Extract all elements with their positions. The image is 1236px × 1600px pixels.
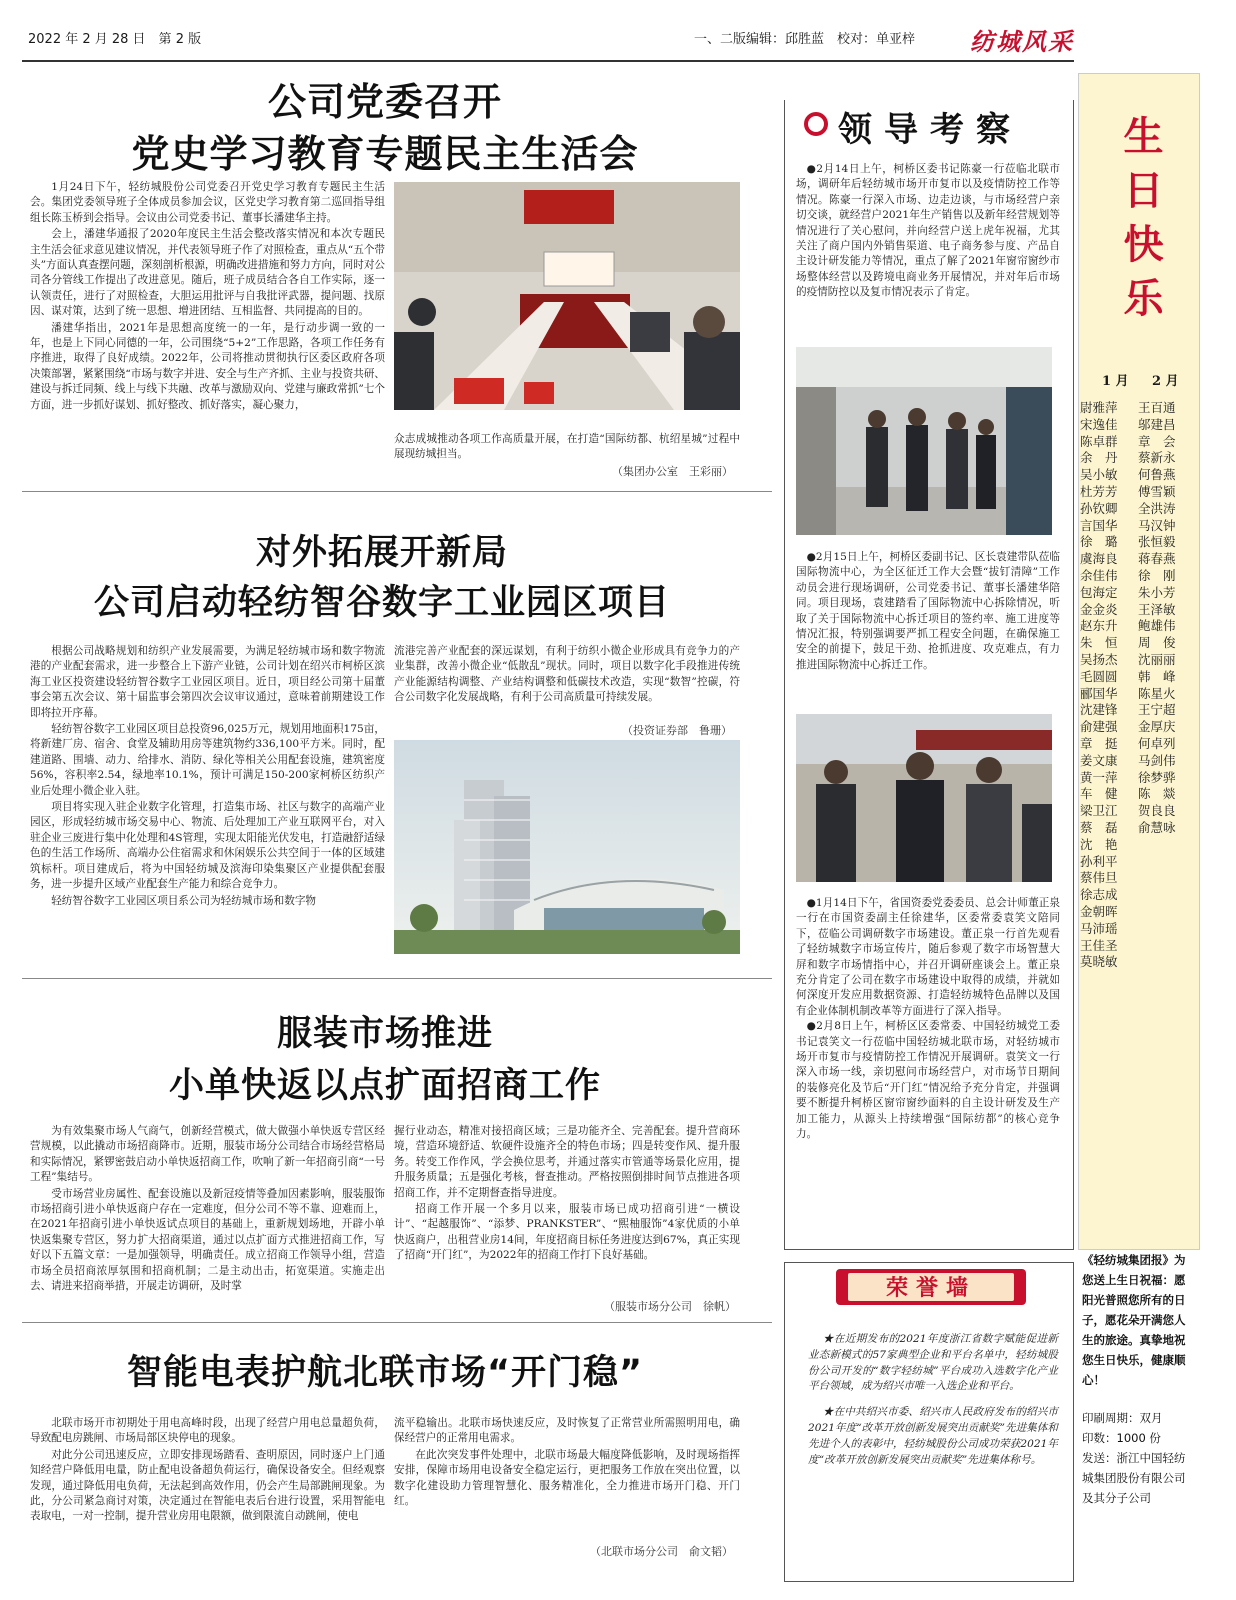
leadership-text-3 [796, 896, 1060, 1143]
birthday-name: 朱小芳 [1138, 584, 1176, 600]
birthday-blurb: 《轻纺城集团报》为您送上生日祝福：愿阳光普照您所有的日子，愿花朵开满您人生的旅途。真挚地祝您生日快乐，健康顺心！ [1082, 1253, 1186, 1387]
birthday-name: 黄一萍 [1080, 769, 1118, 785]
issue-date: 2022 年 2 月 28 日 第 2 版 [28, 32, 202, 47]
birthday-name: 俞建强 [1080, 719, 1118, 735]
birthday-name: 蔡伟旦 [1080, 870, 1118, 886]
article1-body-right [394, 432, 740, 464]
birthday-name: 沈建锋 [1080, 702, 1118, 718]
birthday-name: 莫晓敏 [1080, 954, 1118, 970]
section-divider [22, 1322, 772, 1323]
article4-p1: 北联市场开市初期处于用电高峰时段，出现了经营户用电总量超负荷，导致配电房跳闸、市场局部区块停电的现象。 [30, 1417, 385, 1445]
article2-p2: 轻纺智谷数字工业园区项目总投资96,025万元，规划用地面积175亩，将新建厂房、宿舍、食堂及辅助用房等建筑物约336,100平方米。同时，配建道路、围墙、动力、给排水、消防、绿化等相关公用配套设施，建筑密度56%，容积率2.54，绿地率10.1%，预计可满足150-200家柯桥区纺织产业后处理小微企业入驻。 [30, 723, 385, 797]
birthday-name: 韩 峰 [1138, 668, 1176, 684]
birthday-name: 梁卫江 [1080, 803, 1118, 819]
birthday-name: 沈 艳 [1080, 836, 1118, 852]
section-divider [22, 491, 772, 492]
article2-signature: （投资证券部 鲁珊） [622, 724, 732, 737]
leadership-text-1 [796, 162, 1060, 301]
article4-p4: 在此次突发事件处理中，北联市场最大幅度降低影响，及时现场指挥安排，保障市场用电设备安全稳定运行，更把服务工作放在突出位置，以数字化建设助力管理智慧化、服务精准化，全力推进市场开门稳、开门红。 [394, 1448, 740, 1508]
birthday-name: 张恒毅 [1138, 534, 1176, 550]
honor-wall-title: 荣誉墙 [885, 1276, 976, 1301]
article2-p4: 轻纺智谷数字工业园区项目系公司为轻纺城市场和数字物 [51, 894, 317, 907]
birthday-name: 邬建昌 [1138, 416, 1176, 432]
birthday-name: 毛圆圆 [1080, 668, 1118, 684]
leadership-title: 领导考察 [838, 110, 1022, 150]
birthday-name: 余佳伟 [1080, 567, 1118, 583]
birthday-name: 徐梦骅 [1138, 769, 1176, 785]
birthday-name: 金金炎 [1080, 601, 1118, 617]
birthday-name: 贺良良 [1138, 803, 1176, 819]
print-quantity: 印数：1000 份 [1082, 1431, 1161, 1445]
birthday-name: 陈 燚 [1138, 786, 1176, 802]
birthday-name: 杜芳芳 [1080, 483, 1118, 499]
birthday-name: 徐 璐 [1080, 534, 1118, 550]
article1-p2: 会上，潘建华通报了2020年度民主生活会整改落实情况和本次专题民主生活会征求意见建议情况，并代表领导班子作了对照检查，重点从“五个带头”方面认真查摆问题，深刻剖析根源，明确改进措施和努力方向，同时对公司各分管线工作提出了改进意见。随后，班子成员结合各自工作实际，逐一认领责任，进行了对照检查，大胆运用批评与自我批评武器，提问题、找原因、谋对策，达到了统一思想、增进团结、互相监督、共同提高的目的。 [30, 228, 386, 318]
article2-p5: 流港完善产业配套的深远谋划，有利于纺织小微企业形成具有竞争力的产业集群，改善小微企业“低散乱”现状。同时，项目以数字化手段推进传统产业能源结构调整、产业结构调整和低碳技术改造，实现“数智”控碳，符合公司数字化发展战略，有利于公司高质量可持续发展。 [394, 645, 740, 704]
leadership-text-2 [796, 550, 1060, 673]
birthday-name: 言国华 [1080, 517, 1118, 533]
article3-p4: 招商工作开展一个多月以来，服装市场已成功招商引进“一横设计”、“起越服饰”、“添梦、PRANKSTER”、“熙柚服饰”4家优质的小单快返商户，出租营业房14间，年度招商目标任务进度达到67%，真正实现了招商“开门红”，为2022年的招商工作打下良好基础。 [394, 1203, 740, 1262]
birthday-name: 陈卓群 [1080, 433, 1118, 449]
birthday-name: 王泽敏 [1138, 601, 1176, 617]
birthday-footer [1078, 1250, 1200, 1508]
birthday-name: 包海定 [1080, 584, 1118, 600]
birthday-name: 金朝晖 [1080, 903, 1118, 919]
article2-title-line1: 对外拓展开新局 [255, 533, 508, 573]
honor-wall-banner [796, 1265, 1066, 1307]
birthday-name: 傅雪颖 [1138, 483, 1176, 499]
birthday-names-feb [1138, 400, 1176, 837]
article2-body-left [30, 644, 385, 910]
article1-signature: （集团办公室 王彩丽） [612, 465, 733, 478]
birthday-name: 俞慧咏 [1138, 819, 1176, 835]
honor-wall-text [808, 1332, 1058, 1478]
article2-p1: 根据公司战略规划和纺织产业发展需要，为满足轻纺城市场和数字物流港的产业配套需求，进一步整合上下游产业链，公司计划在绍兴市柯桥区滨海工业区投资建设轻纺智谷数字工业园区项目。近日，项目经公司第十届董事会第五次会议、第十届监事会第四次会议审议通过，意味着前期建设工作即将拉开序幕。 [30, 645, 385, 719]
page-header [22, 22, 1074, 62]
birthday-name: 王宁超 [1138, 702, 1176, 718]
birthday-name: 章 挺 [1080, 735, 1118, 751]
article3-body-left [30, 1124, 385, 1295]
birthday-name: 孙钦卿 [1080, 500, 1118, 516]
birthday-name: 王百通 [1138, 400, 1176, 415]
masthead-brand: 纺城风采 [970, 27, 1074, 56]
birthday-name: 陈星火 [1138, 685, 1176, 701]
meeting-photo [394, 182, 740, 410]
article4-p2: 对此分公司迅速反应，立即安排现场踏看、查明原因，同时逐户上门通知经营户降低用电量，防止配电设备超负荷运行，确保设备安全。但经观察发现，通过降低用电负荷，无法起到高效作用，仍会产生局部跳闸现象。为此，分公司紧急商讨对策，决定通过在智能电表后台进行设置，采用智能电表取电，一对一控制，提升营业房用电限额，做到限流自动跳闸，使电 [30, 1448, 385, 1523]
article1-p3: 潘建华指出，2021年是思想高度统一的一年，是行动步调一致的一年，也是上下同心同德的一年，公司围绕“5+2”工作思路，各项工作任务有序推进，取得了良好成绩。2022年，公司将推动贯彻执行区委区政府各项决策部署，紧紧围绕“市场与数字并进、安全与生产齐抓、主业与投资共研、建设与拆迁同频、线上与线下共融、改革与激励双向、党建与廉政常抓”七个方面，进一步抓好谋划、抓好整改、抓好落实，凝心聚力， [30, 321, 386, 411]
article1-title [30, 76, 740, 180]
article3-title-line2: 小单快返以点扩面招商工作 [168, 1066, 601, 1106]
birthday-name: 金厚庆 [1138, 719, 1176, 735]
birthday-name: 蒋春燕 [1138, 551, 1176, 567]
birthday-name: 尉雅萍 [1080, 400, 1118, 415]
birthday-name: 蔡 磊 [1080, 819, 1118, 835]
article4-title [30, 1348, 740, 1398]
honor-p2: ★在中共绍兴市委、绍兴市人民政府发布的绍兴市2021年度“改革开放创新发展突出贡献奖”先进集体和先进个人的表彰中，轻纺城股份公司成功荣获2021年度“改革开放创新发展突出贡献奖”先进集体称号。 [808, 1406, 1058, 1466]
birthday-name: 马沛瑶 [1080, 920, 1118, 936]
birthday-name: 孙利平 [1080, 853, 1118, 869]
birthday-name: 朱 恒 [1080, 635, 1118, 651]
article3-p3: 握行业动态，精准对接招商区域；三是功能齐全、完善配套。提升营商环境，营造环境舒适、软硬件设施齐全的特色市场；四是转变作风、提升服务。转变工作作风，学会换位思考，并通过落实市管通等场景化应用，提升服务质量；五是强化考核，督查推动。严格按照倒排时间节点推进各项招商工作，并不定期督查指导进度。 [394, 1125, 740, 1199]
birthday-name: 姜文康 [1080, 752, 1118, 768]
birthday-name: 全洪涛 [1138, 500, 1176, 516]
article3-title [30, 1008, 740, 1112]
article4-signature: （北联市场分公司 俞文韬） [590, 1545, 733, 1558]
birthday-name: 虞海良 [1080, 551, 1118, 567]
birthday-name: 鲍雄伟 [1138, 618, 1176, 634]
article4-p3: 流平稳输出。北联市场快速反应，及时恢复了正常营业所需照明用电，确保经营户的正常用电需求。 [394, 1417, 740, 1445]
article4-body-right [394, 1416, 740, 1510]
editor-credits: 一、二版编辑：邱胜蓝 校对：单亚梓 [694, 32, 916, 47]
article3-title-line1: 服装市场推进 [276, 1014, 493, 1054]
print-cycle: 印刷周期：双月 [1082, 1411, 1163, 1425]
article2-p3: 项目将实现入驻企业数字化管理，打造集市场、社区与数字的高端产业园区，形成轻纺城市场交易中心、物流、后处理加工产业互联网平台，对入驻企业三废进行集中化处理和4S管理，实现太阳能光伏发电，打造融舒适绿色的生活工作场所、高端办公住宿需求和休闲娱乐公共空间于一体的区域建筑标杆。项目建成后，将为中国轻纺城及滨海印染集聚区产业提供配套服务，进一步提升区域产业配套生产能力和综合竞争力。 [30, 801, 385, 891]
article1-title-line2: 党史学习教育专题民主生活会 [131, 132, 639, 176]
section-divider [22, 978, 772, 979]
month-feb: 2 月 [1152, 374, 1179, 389]
birthday-name: 蔡新永 [1138, 450, 1176, 466]
birthday-names-jan [1080, 400, 1118, 971]
month-jan: 1 月 [1102, 374, 1129, 389]
article2-body-right [394, 644, 740, 707]
birthday-name: 何鲁燕 [1138, 467, 1176, 483]
birthday-name: 马剑伟 [1138, 752, 1176, 768]
birthday-name: 章 会 [1138, 433, 1176, 449]
circle-icon [804, 112, 828, 136]
birthday-name: 沈丽丽 [1138, 651, 1176, 667]
article4-title-text: 智能电表护航北联市场“开门稳” [126, 1353, 643, 1393]
article3-signature: （服装市场分公司 徐帆） [604, 1300, 736, 1313]
birthday-name: 郦国华 [1080, 685, 1118, 701]
article2-title-line2: 公司启动轻纺智谷数字工业园区项目 [93, 583, 670, 623]
article4-body-left [30, 1416, 385, 1526]
article3-p2: 受市场营业房属性、配套设施以及新冠疫情等叠加因素影响，服装服饰市场招商引进小单快返商户存在一定难度，但分公司不等不靠、迎难而上，在2021年招商引进小单快返试点项目的基础上，重新规划场地，开辟小单快返集聚专营区，努力扩大招商渠道，通过以点扩面方式推进招商工作，写好以下五篇文章：一是加强领导，明确责任。成立招商工作领导小组，营造市场全员招商浓厚氛围和招商机制；二是主动出击，拓宽渠道。实施走出去、请进来招商举措，开展走访调研，及时掌 [30, 1187, 385, 1293]
birthday-name: 车 健 [1080, 786, 1118, 802]
article3-p1: 为有效集聚市场人气商气，创新经营模式，做大做强小单快返专营区经营规模，以此撬动市场招商降市。近期，服装市场分公司结合市场经营格局和实际情况，紧锣密鼓启动小单快返招商工作，吹响了新一年招商引商“一号工程”集结号。 [30, 1125, 386, 1184]
birthday-name: 马汉钟 [1138, 517, 1176, 533]
birthday-name: 赵东升 [1080, 618, 1118, 634]
leadership-p2: ●2月15日上午，柯桥区委副书记、区长袁建带队莅临国际物流中心，为全区征迁工作大会暨“拔钉清障”工作动员会进行现场调研，公司党委书记、董事长潘建华陪同。项目现场，袁建踏看了国际物流中心拆除情况，听取了关于国际物流中心拆迁项目的签约率、施工进度等情况汇报，特别强调要严抓工程安全问题，在确保施工安全的前提下，鼓足干劲、抢抓进度、攻克难点，有力推进国际物流中心拆迁工作。 [796, 551, 1060, 671]
industrial-park-rendering [394, 740, 740, 954]
leadership-p4: ●2月8日上午，柯桥区区委常委、中国轻纺城党工委书记袁笑文一行莅临中国轻纺城北联市场，对轻纺城市场开市复市与疫情防控工作情况开展调研。袁笑文一行深入市场一线，亲切慰问市场经营户，对市场节日期间的装修亮化及节后“开门红”情况给予充分肯定，并强调要不断提升柯桥区窗帘窗纱面料的自主设计研发及生产加工能力，从源头上持续增强“国际纺都”的核心竞争力。 [796, 1020, 1060, 1141]
birthday-name: 何卓列 [1138, 735, 1176, 751]
article2-title [24, 528, 740, 628]
birthday-title: 生日快乐 [1117, 115, 1163, 331]
birthday-name: 徐 刚 [1138, 567, 1176, 583]
article1-p1: 1月24日下午，轻纺城股份公司党委召开党史学习教育专题民主生活会。集团党委领导班子全体成员参加会议，区党史学习教育第二巡回指导组组长陈玉桥到会指导。会议由公司党委书记、董事长潘建华主持。 [30, 181, 385, 224]
birthday-name: 王佳圣 [1080, 937, 1118, 953]
birthday-name: 宋逸佳 [1080, 416, 1118, 432]
article3-body-right [394, 1124, 740, 1265]
birthday-name: 余 丹 [1080, 450, 1118, 466]
leadership-p3: ●1月14日下午，省国资委党委委员、总会计师董正泉一行在市国资委副主任徐建华，区委常委袁笑文陪同下，莅临公司调研数字市场建设。董正泉一行首先观看了轻纺城数字市场宣传片，随后参观了数字市场智慧大屏和数字市场情指中心，并召开调研座谈会上。董正泉充分肯定了公司在数字市场建设中取得的成绩，并就如何深度开发应用数据资源、打造轻纺城特色品牌以及国有企业体制机制改革等方面进行了深入指导。 [796, 897, 1060, 1017]
market-visit-photo [796, 347, 1052, 535]
leadership-p1: ●2月14日上午，柯桥区委书记陈豪一行莅临北联市场，调研年后轻纺城市场开市复市以及疫情防控工作等情况。陈豪一行深入市场、边走边谈，与市场经营户亲切交谈，就经营户2021年生产销售以及新年经营规划等情况进行了关心慰问，并向经营户送上虎年祝福，尤其关注了商户国内外销售渠道、电子商务参与度、产品自主设计研发能力等情况，重点了解了2021年窗帘窗纱市场整体经营以及跨境电商业务开展情况，并对年后市场的疫情防控以及复市情况表示了肯定。 [796, 163, 1060, 299]
birthday-name: 周 俊 [1138, 635, 1176, 651]
distribution: 发送：浙江中国轻纺城集团股份有限公司及其分子公司 [1082, 1451, 1186, 1505]
article1-p4: 众志成城推动各项工作高质量开展，在打造“国际纺都、杭绍星城”过程中展现纺城担当。 [394, 433, 740, 461]
logistics-site-photo [796, 714, 1052, 882]
honor-p1: ★在近期发布的2021年度浙江省数字赋能促进新业态新模式的57家典型企业和平台名单中，轻纺城股份公司开发的“数字轻纺城”平台成功入选数字化产业平台领域，成为绍兴市唯一入选企业和平台。 [808, 1333, 1058, 1393]
article1-body-left [30, 180, 385, 414]
birthday-name: 吴小敏 [1080, 467, 1118, 483]
birthday-name: 吴扬杰 [1080, 651, 1118, 667]
birthday-name: 徐志成 [1080, 887, 1118, 903]
article1-title-line1: 公司党委召开 [267, 80, 502, 124]
